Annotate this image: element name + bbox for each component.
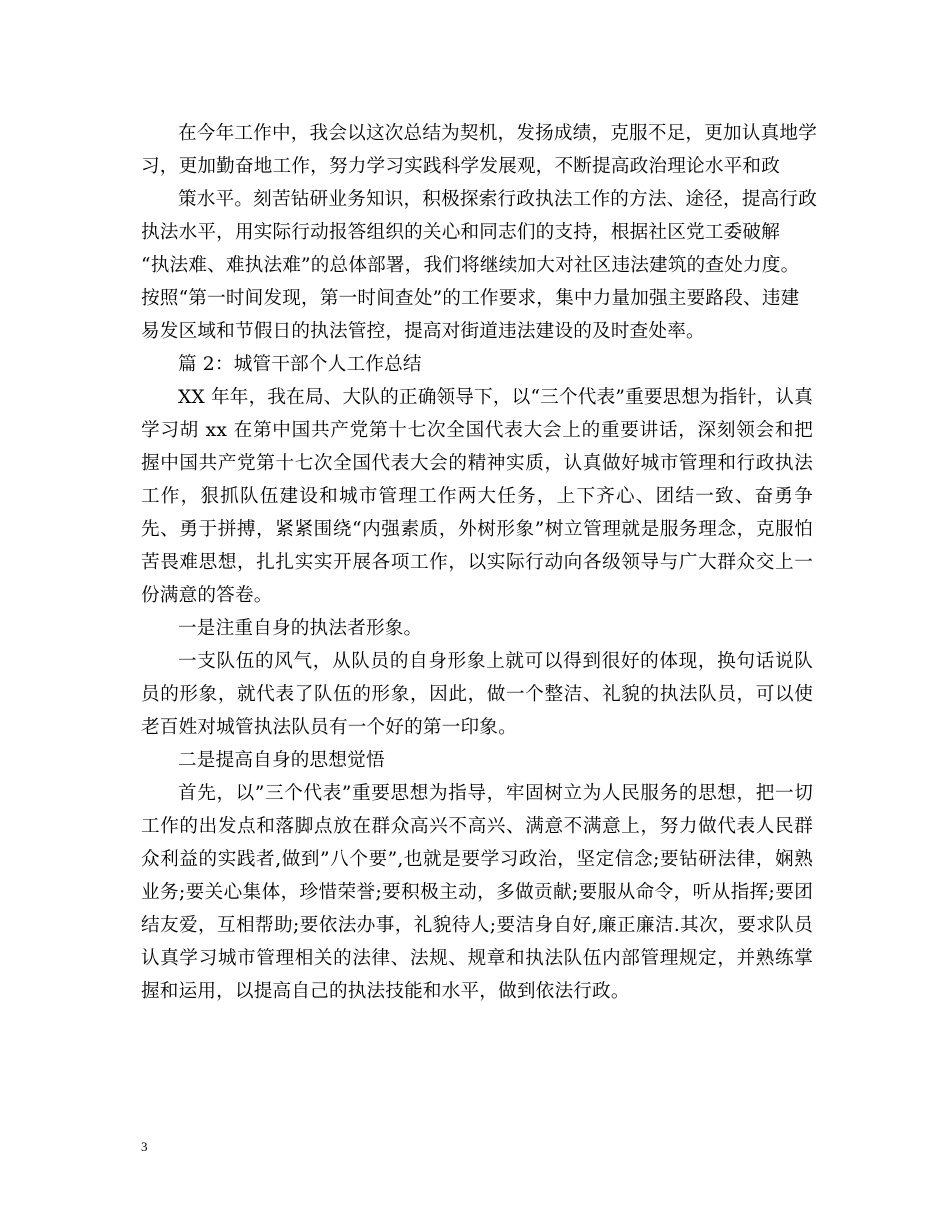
page-number: 3 xyxy=(141,1139,148,1154)
paragraph-awareness: 首先，以”三个代表”重要思想为指导，牢固树立为人民服务的思想，把一切工作的出发点和落脚点放在群众高兴不高兴、满意不满意上，努力做代表人民群众利益的实践者,做到”八个要”,也就是要学习政治，坚定信念;要钻研法律，娴熟业务;要关心集体，珍惜荣誉;要积极主动，多做贡献;要服从命令，听从指挥;要团结友爱，互相帮助;要依法办事，礼貌待人;要洁身自好,廉正廉洁.其次，要求队员认真学习城市管理相关的法律、法规、规章和执法队伍内部管理规定，并熟练掌握和运用，以提高自己的执法技能和水平，做到依法行政。 xyxy=(141,783,813,1002)
intro-line-2: 习，更加勤奋地工作，努力学习实践科学发展观，不断提高政治理论水平和政 xyxy=(141,156,780,177)
intro-line-4: 执法水平，用实际行动报答组织的关心和同志们的支持，根据社区党工委破解 xyxy=(141,222,780,243)
paragraph-leadership: XX 年年，我在局、大队的正确领导下，以“三个代表”重要思想为指针，认真学习胡 xx 在第中国共产党第十七次全国代表大会上的重要讲话，深刻领会和把握中国共产党第十七次全国代表大会的精神实质，认真做好城市管理和行政执法工作，狠抓队伍建设和城市管理工作两大任务，上下齐心、团结一致、奋勇争先、勇于拼搏，紧紧围绕“内强素质，外树形象”树立管理就是服务理念，克服怕苦畏难思想，扎扎实实开展各项工作，以实际行动向各级领导与广大群众交上一份满意的答卷。 xyxy=(141,387,814,606)
heading-image: 一是注重自身的执法者形象。 xyxy=(178,618,423,639)
intro-line-6: 按照“第一时间发现，第一时间查处”的工作要求，集中力量加强主要路段、违建 xyxy=(141,288,800,309)
intro-line-5: “执法难、难执法难”的总体部署，我们将继续加大对社区违法建筑的查处力度。 xyxy=(141,255,800,276)
section-title: 篇 2：城管干部个人工作总结 xyxy=(178,354,422,375)
document-body xyxy=(141,117,817,1008)
paragraph-image: 一支队伍的风气，从队员的自身形象上就可以得到很好的体现，换句话说队员的形象，就代表了队伍的形象，因此，做一个整洁、礼貌的执法队员，可以使老百姓对城管执法队员有一个好的第一印象。 xyxy=(141,651,813,738)
intro-line-3: 策水平。刻苦钻研业务知识，积极探索行政执法工作的方法、途径，提高行政 xyxy=(178,189,817,210)
intro-line-1: 在今年工作中，我会以这次总结为契机，发扬成绩，克服不足，更加认真地学 xyxy=(178,123,817,144)
heading-awareness: 二是提高自身的思想觉悟 xyxy=(178,750,385,771)
intro-line-7: 易发区域和节假日的执法管控，提高对街道违法建设的及时查处率。 xyxy=(141,321,705,342)
